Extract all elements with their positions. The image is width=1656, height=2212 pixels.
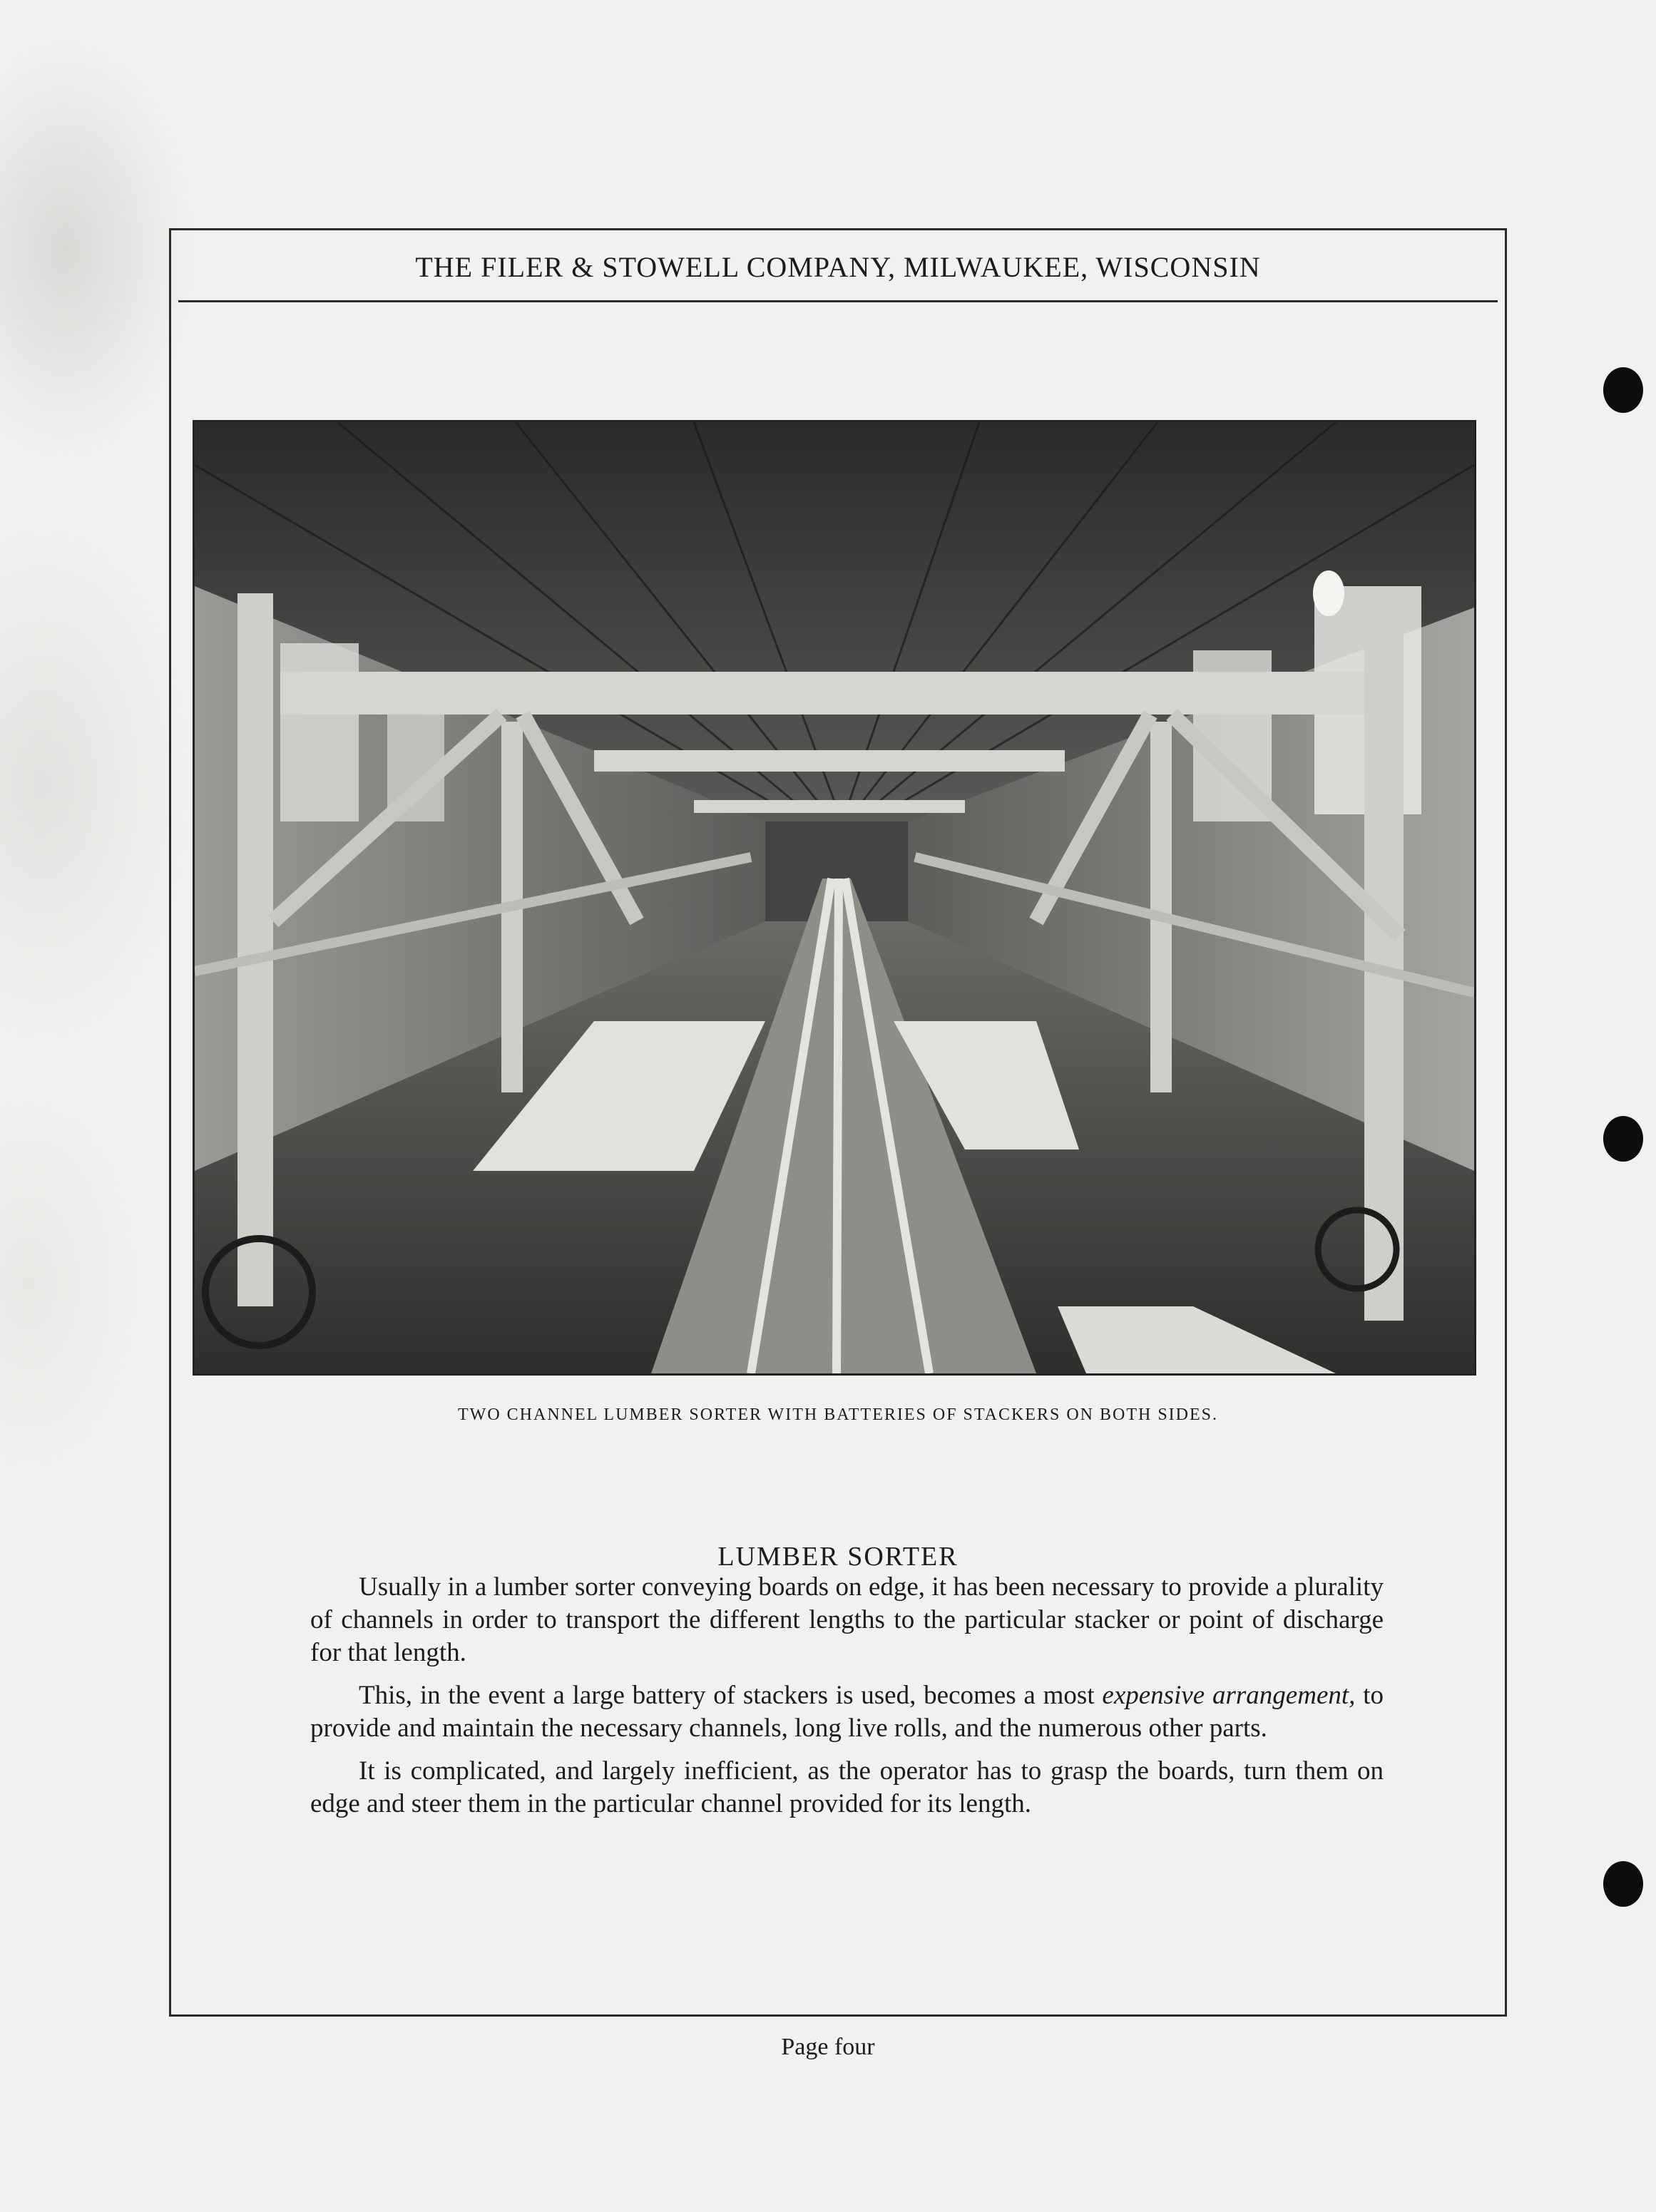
page-frame — [169, 228, 1507, 2017]
punch-hole-bottom — [1603, 1861, 1643, 1907]
paragraph-1-text: Usually in a lumber sorter conveying boards on edge, it has been necessary to provide a plurality of channels in order to transport the different lengths to the particular stacker or point of discharge for that length. — [310, 1572, 1384, 1667]
paragraph-3 — [310, 1755, 1384, 1821]
header-divider — [178, 300, 1498, 302]
body-text — [310, 1571, 1384, 1830]
paragraph-2 — [310, 1679, 1384, 1745]
paragraph-2-text-end: to provide and maintain the necessary channels, long live rolls, and the numerous other parts. — [310, 1681, 1384, 1743]
lumber-sorter-photo — [193, 420, 1476, 1376]
paragraph-2-text-start: This, in the event a large battery of stackers is used, becomes a most — [359, 1681, 1103, 1710]
page-number: Page four — [781, 2034, 875, 2060]
paragraph-2-emphasis: expensive arrangement, — [1102, 1681, 1356, 1710]
company-header: THE FILER & STOWELL COMPANY, MILWAUKEE, WISCONSIN — [415, 251, 1261, 283]
photo-caption: TWO CHANNEL LUMBER SORTER WITH BATTERIES OF STACKERS ON BOTH SIDES. — [458, 1405, 1218, 1424]
punch-hole-middle — [1603, 1116, 1643, 1162]
section-title: LUMBER SORTER — [717, 1542, 959, 1572]
paragraph-1 — [310, 1571, 1384, 1669]
paragraph-3-text: It is complicated, and largely inefficient, as the operator has to grasp the boards, turn them on edge and steer them in the particular channel provided for its length. — [310, 1756, 1384, 1818]
punch-hole-top — [1603, 367, 1643, 413]
